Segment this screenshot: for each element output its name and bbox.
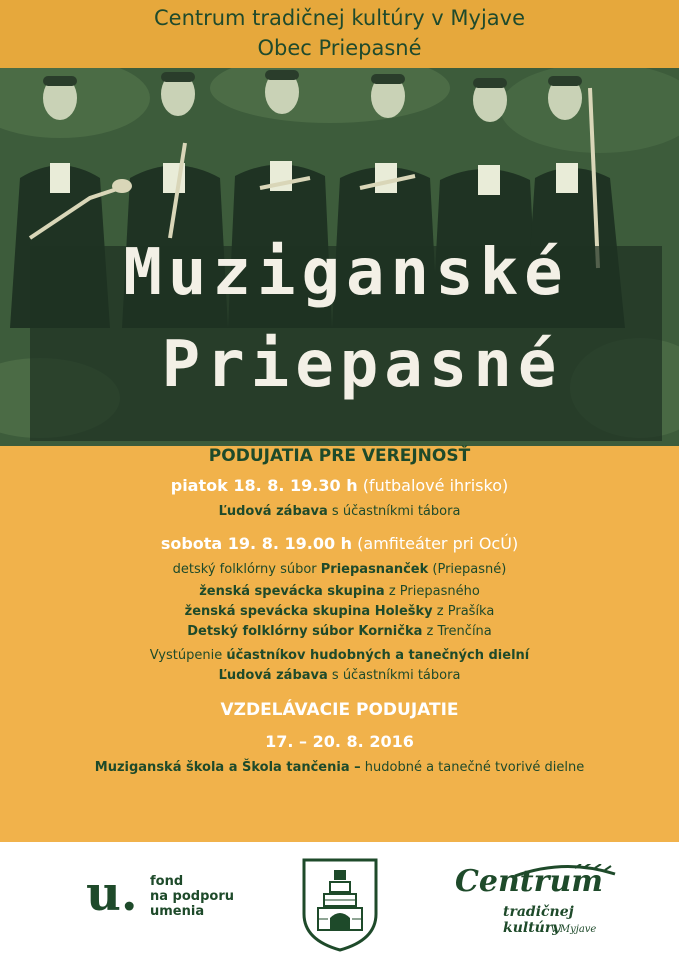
saturday-item: ženská spevácka skupina Holešky z Prašíka — [184, 604, 495, 619]
saturday-item: detský folklórny súbor Priepasnanček (Priepasné) — [172, 562, 507, 577]
footer-logos — [0, 842, 679, 960]
fond-letter: u. — [86, 866, 138, 922]
education-date: 17. – 20. 8. 2016 — [265, 732, 414, 751]
saturday-item: Ľudová zábava s účastníkmi tábora — [218, 668, 461, 683]
friday-place: (futbalové ihrisko) — [362, 476, 509, 495]
title-box — [30, 236, 662, 441]
education-rest: hudobné a tanečné tvorivé dielne — [360, 760, 585, 775]
friday-line — [0, 476, 679, 495]
friday-event-bold: Ľudová zábava — [218, 504, 328, 519]
education-description — [0, 760, 679, 775]
friday-date: piatok 18. 8. 19.30 h — [170, 476, 358, 495]
saturday-item: Vystúpenie účastníkov hudobných a tanečných dielní — [149, 648, 530, 663]
saturday-line — [0, 534, 679, 553]
title-line-1: Muziganské — [123, 236, 569, 310]
education-heading: VZDELÁVACIE PODUJATIE — [220, 700, 459, 720]
fond-text: fond na podporu umenia — [150, 874, 234, 919]
saturday-place: (amfiteáter pri OcÚ) — [357, 534, 519, 553]
centrum-word: Centrum — [455, 864, 603, 899]
tradicnej-kultury-word: tradičnej kultúry — [503, 904, 574, 936]
education-bold: Muziganská škola a Škola tančenia – — [94, 760, 361, 775]
public-events-heading: PODUJATIA PRE VEREJNOSŤ — [208, 446, 471, 466]
organizer-name: Centrum tradičnej kultúry v Myjave — [153, 6, 526, 30]
musicians-photo — [0, 68, 679, 446]
friday-event-rest: s účastníkmi tábora — [331, 504, 461, 519]
v-myjave-word: v Myjave — [551, 924, 597, 935]
friday-event — [0, 504, 679, 519]
header-band — [0, 0, 679, 68]
program-section — [0, 446, 679, 842]
saturday-item: ženská spevácka skupina z Priepasného — [199, 584, 480, 599]
priepasne-crest-icon — [300, 856, 380, 952]
centrum-tradicnej-kultury-logo — [455, 864, 625, 944]
saturday-item: Detský folklórny súbor Kornička z Trenčína — [187, 624, 492, 639]
title-line-2: Priepasné — [161, 328, 563, 402]
village-name: Obec Priepasné — [257, 36, 422, 60]
fond-na-podporu-umenia-logo — [86, 866, 236, 932]
saturday-date: sobota 19. 8. 19.00 h — [160, 534, 353, 553]
